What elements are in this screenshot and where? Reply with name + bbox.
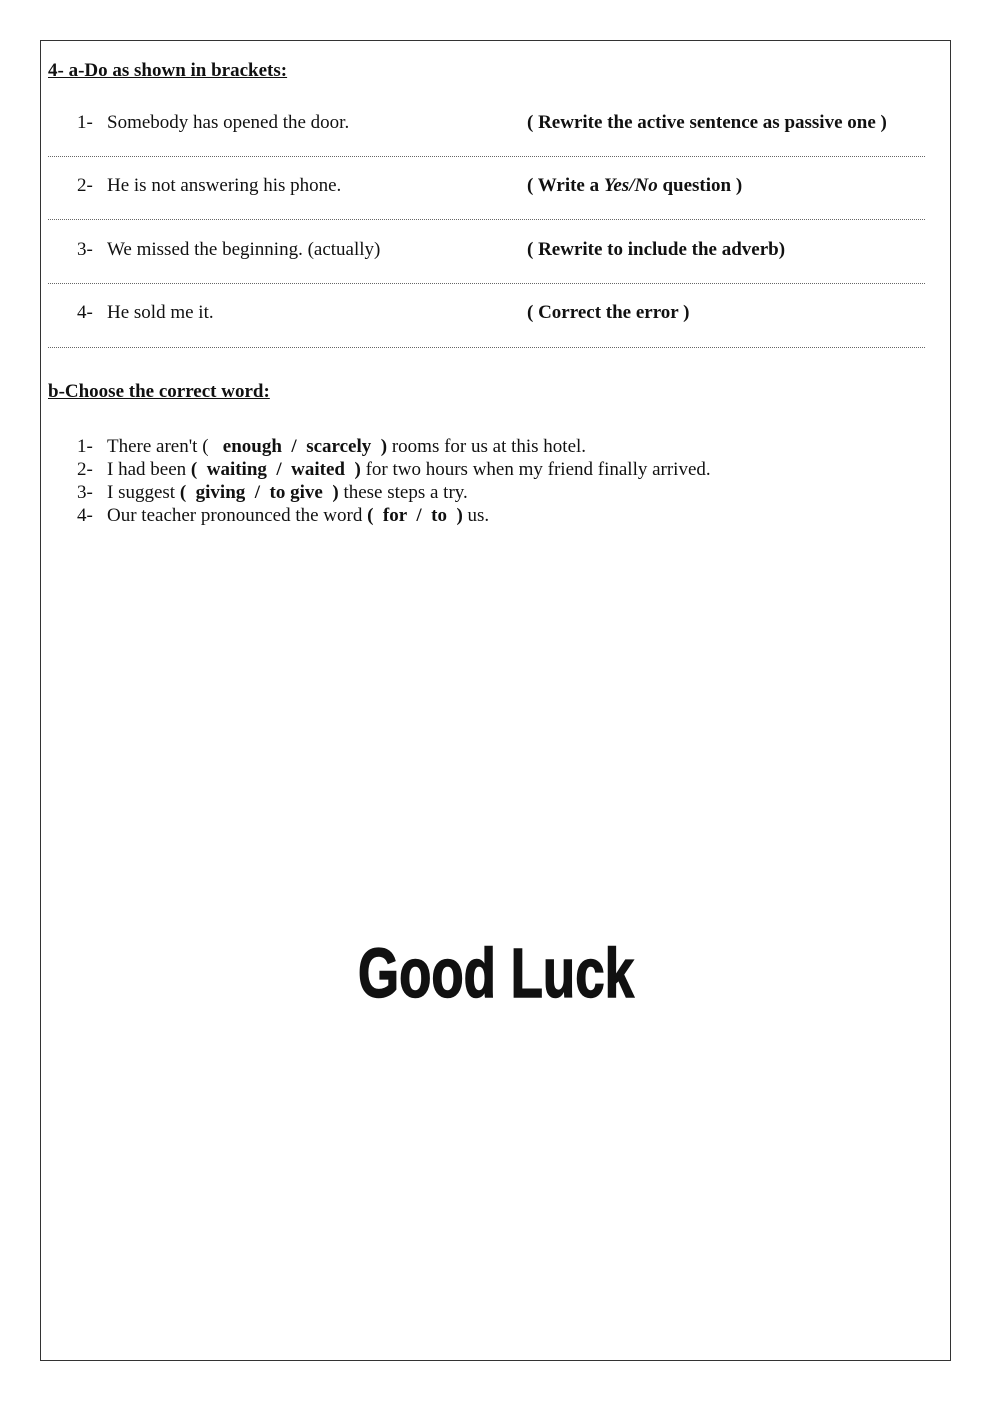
choice-number: 1- [77, 436, 93, 457]
question-number: 2- [77, 175, 93, 196]
good-luck-text: Good Luck [358, 934, 635, 1012]
choice-number: 2- [77, 459, 93, 480]
good-luck-lettering [346, 925, 646, 1021]
question-instruction: ( Correct the error ) [527, 302, 690, 323]
choice-options: ( for / to ) [367, 505, 463, 526]
choice-sentence: Our teacher pronounced the word ( for / to ) us. [107, 505, 490, 526]
question-instruction: ( Write a Yes/No question ) [527, 175, 743, 196]
question-sentence: He is not answering his phone. [107, 175, 342, 196]
question-number: 3- [77, 239, 93, 260]
question-row-1 [48, 112, 925, 136]
good-luck-closing [0, 925, 992, 1026]
answer-line [48, 219, 925, 220]
choice-item [48, 481, 925, 504]
question-sentence: We missed the beginning. (actually) [107, 239, 381, 260]
question-row-3 [48, 239, 925, 263]
question-sentence: He sold me it. [107, 302, 214, 323]
choice-item [48, 504, 925, 527]
question-row-4 [48, 302, 925, 326]
question-number: 1- [77, 112, 93, 133]
question-number: 4- [77, 302, 93, 323]
answer-line [48, 156, 925, 157]
answer-line [48, 347, 925, 348]
question-instruction: ( Rewrite to include the adverb) [527, 239, 786, 260]
choice-list [48, 435, 925, 527]
answer-line [48, 283, 925, 284]
choice-sentence: I had been ( waiting / waited ) for two hours when my friend finally arrived. [107, 459, 711, 480]
choice-sentence: There aren't ( enough / scarcely ) rooms for us at this hotel. [107, 436, 587, 457]
choice-options: ( giving / to give ) [179, 482, 339, 503]
choice-options: ( waiting / waited ) [190, 459, 361, 480]
section-a-heading: 4- a-Do as shown in brackets: [48, 60, 288, 81]
section-b-heading: b-Choose the correct word: [48, 381, 270, 402]
choice-item [48, 435, 925, 458]
choice-number: 4- [77, 505, 93, 526]
question-sentence: Somebody has opened the door. [107, 112, 350, 133]
choice-item [48, 458, 925, 481]
question-instruction: ( Rewrite the active sentence as passive one ) [527, 112, 887, 133]
choice-sentence: I suggest ( giving / to give ) these steps a try. [107, 482, 468, 503]
choice-number: 3- [77, 482, 93, 503]
question-row-2 [48, 175, 925, 199]
choice-options: enough / scarcely ) [222, 436, 388, 457]
